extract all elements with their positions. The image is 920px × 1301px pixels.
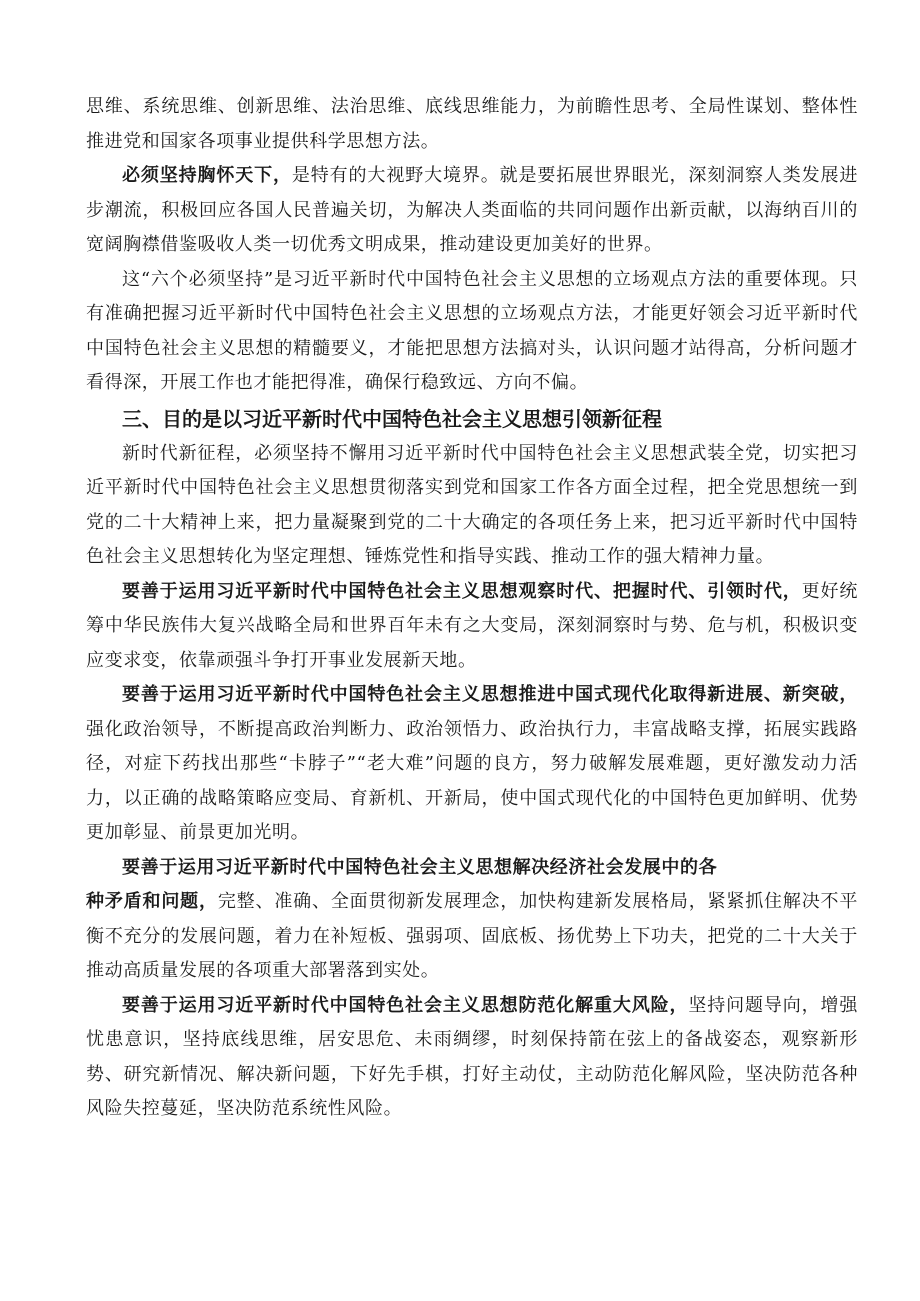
document-body bbox=[86, 90, 858, 1127]
paragraph-lead: 要善于运用习近平新时代中国特色社会主义思想推进中国式现代化取得新进展、新突破， bbox=[122, 684, 858, 705]
paragraph-text: 坚持问题导向，增强忧患意识，坚持底线思维，居安思危、未雨绸缪，时刻保持箭在弦上的备战姿态，观察新形势、研究新情况、解决新问题，下好先手棋，打好主动仗，主动防范化解风险，坚决防范各种风险失控蔓延，坚决防范系统性风险。 bbox=[86, 994, 859, 1119]
paragraph-text: 是特有的大视野大境界。就是要拓展世界眼光，深刻洞察人类发展进步潮流，积极回应各国人民普遍关切，为解决人类面临的共同问题作出新贡献，以海纳百川的宽阔胸襟借鉴吸收人类一切优秀文明成果，推动建设更加美好的世界。 bbox=[86, 165, 859, 255]
paragraph-thinking-methods bbox=[86, 90, 858, 159]
paragraph-risk-prevention bbox=[86, 989, 858, 1127]
paragraph-modernization bbox=[86, 678, 858, 851]
paragraph-observe-times bbox=[86, 575, 858, 679]
paragraph-lead: 要善于运用习近平新时代中国特色社会主义思想观察时代、把握时代、引领时代， bbox=[122, 580, 802, 602]
paragraph-solve-problems bbox=[86, 885, 858, 989]
paragraph-lead: 要善于运用习近平新时代中国特色社会主义思想解决经济社会发展中的各 bbox=[122, 856, 718, 878]
section-heading: 三、目的是以习近平新时代中国特色社会主义思想引领新征程 bbox=[122, 406, 662, 431]
paragraph-world-vision bbox=[86, 159, 858, 263]
paragraph-new-journey bbox=[86, 437, 858, 575]
paragraph-lead: 要善于运用习近平新时代中国特色社会主义思想防范化解重大风险， bbox=[122, 994, 689, 1016]
paragraph-text: 这“六个必须坚持”是习近平新时代中国特色社会主义思想的立场观点方法的重要体现。只有准确把握习近平新时代中国特色社会主义思想的立场观点方法，才能更好领会习近平新时代中国特色社会主义思想的精髓要义，才能把思想方法搞对头，认识问题才站得高，分析问题才看得深，开展工作也才能把得准，确保行稳致远、方向不偏。 bbox=[86, 268, 858, 393]
paragraph-lead: 必须坚持胸怀天下， bbox=[122, 165, 292, 186]
paragraph-text: 思维、系统思维、创新思维、法治思维、底线思维能力，为前瞻性思考、全局性谋划、整体性推进党和国家各项事业提供科学思想方法。 bbox=[86, 96, 858, 152]
paragraph-six-musts bbox=[86, 263, 858, 401]
paragraph-text: 新时代新征程，必须坚持不懈用习近平新时代中国特色社会主义思想武装全党，切实把习近平新时代中国特色社会主义思想贯彻落实到党和国家工作各方面全过程，把全党思想统一到党的二十大精神上来，把力量凝聚到党的二十大确定的各项任务上来，把习近平新时代中国特色社会主义思想转化为坚定理想、锤炼党性和指导实践、推动工作的强大精神力量。 bbox=[86, 442, 858, 567]
paragraph-solve-problems-lead bbox=[86, 851, 858, 886]
paragraph-text: 更好统筹中华民族伟大复兴战略全局和世界百年未有之大变局，深刻洞察时与势、危与机，积极识变应变求变，依靠顽强斗争打开事业发展新天地。 bbox=[86, 580, 858, 671]
paragraph-text: 强化政治领导，不断提高政治判断力、政治领悟力、政治执行力，丰富战略支撑，拓展实践路径，对症下药找出那些“卡脖子”“老大难”问题的良方，努力破解发展难题，更好激发动力活力，以正确的战略策略应变局、育新机、开新局，使中国式现代化的中国特色更加鲜明、优势更加彰显、前景更加光明。 bbox=[86, 718, 858, 843]
paragraph-lead-continued: 种矛盾和问题， bbox=[86, 891, 218, 912]
paragraph-text: 完整、准确、全面贯彻新发展理念，加快构建新发展格局，紧紧抓住解决不平衡不充分的发展问题，着力在补短板、强弱项、固底板、扬优势上下功夫，把党的二十大关于推动高质量发展的各项重大部署落到实处。 bbox=[86, 891, 858, 981]
